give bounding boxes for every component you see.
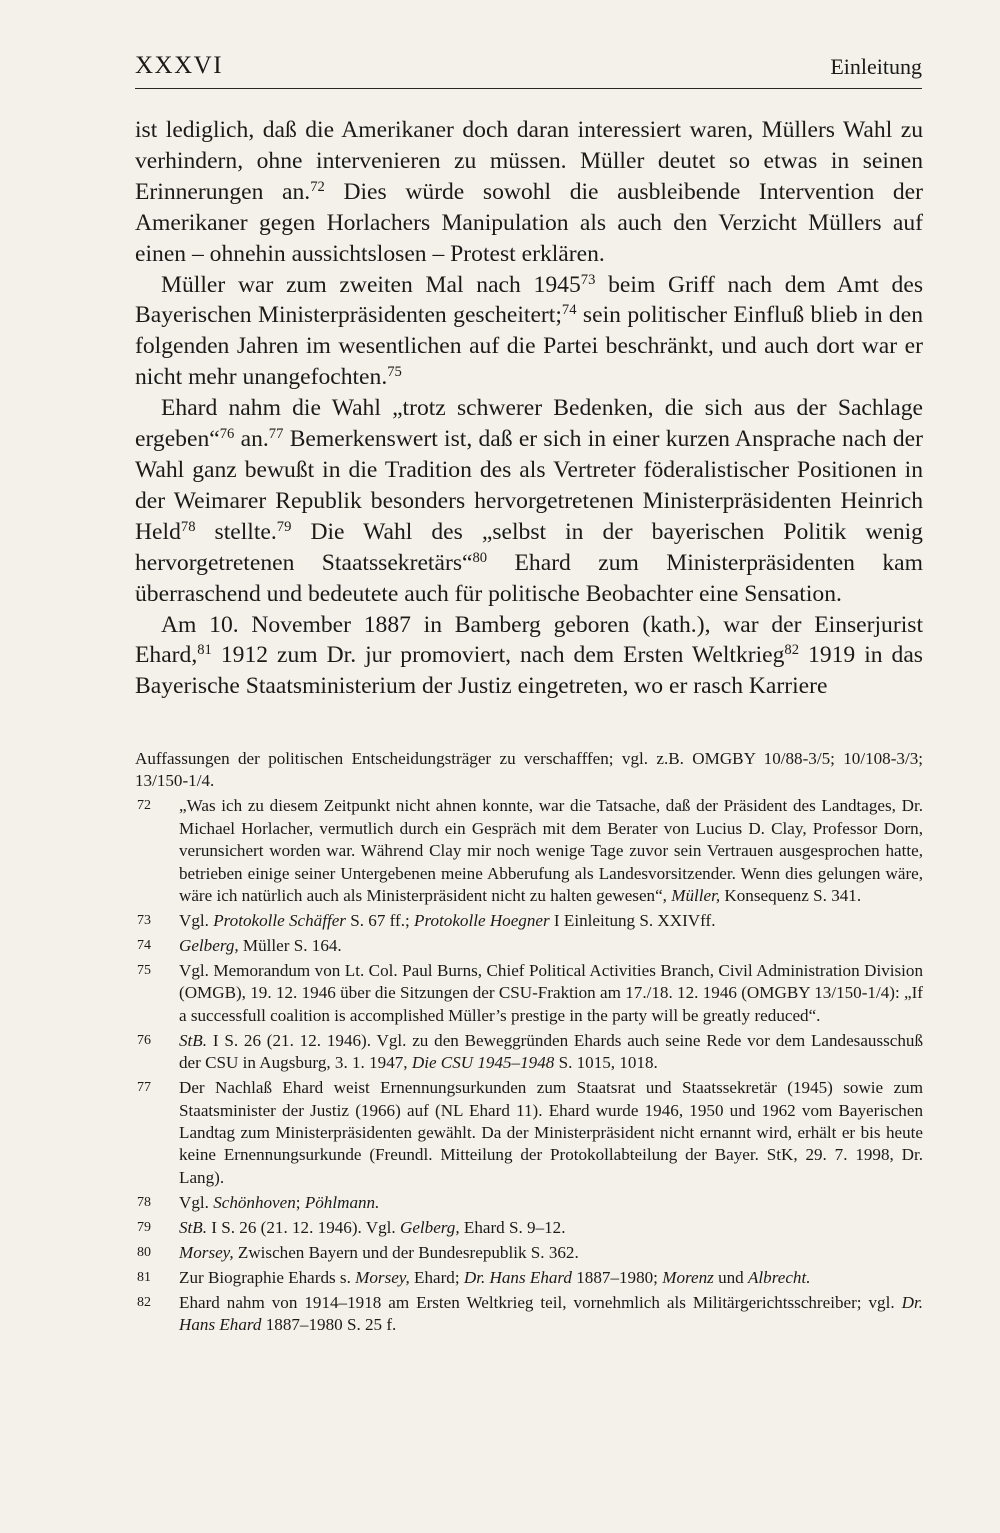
- footnote-number: 81: [137, 1269, 151, 1285]
- footnote-number: 76: [137, 1032, 151, 1048]
- main-text: [135, 115, 923, 702]
- footnote-continuation: Auffassungen der politischen Entscheidungsträger zu verschafffen; vgl. z.B. OMGBY 10/88-3/5; 10/108-3/3; 13/150-1/4.: [135, 749, 923, 791]
- paragraph-3: Ehard nahm die Wahl „trotz schwerer Bedenken, die sich aus der Sachlage ergeben“$^{76}$ an.$^{77}$ Bemerkenswert ist, daß er sich in einer kurzen Ansprache nach der Wahl ganz bewußt in die Tradition des als Vertreter föderalistischer Positionen in der Weimarer Republik besonders hervorgetretenen Ministerpräsidenten Heinrich Held$^{78}$ stellte.$^{79}$ Die Wahl des „selbst in der bayerischen Politik wenig hervorgetretenen Staatssekretärs“$^{80}$ Ehard zum Ministerpräsidenten kam überraschend und bedeutete auch für politische Beobachter eine Sensation.: [135, 395, 923, 607]
- footnote-number: 82: [137, 1294, 151, 1310]
- footnote-ref-81: 81: [197, 642, 212, 659]
- footnote-ref-77: 77: [268, 426, 284, 443]
- footnote-ref-76: 76: [219, 426, 235, 443]
- footnotes: [135, 748, 923, 1339]
- footnote-number: 74: [137, 938, 151, 954]
- footnote-ref-72: 72: [310, 178, 325, 195]
- footnote-75: 75 Vgl. Memorandum von Lt. Col. Paul Burns, Chief Political Activities Branch, Civil Administration Division (OMGB), 19. 12. 1946 über die Sitzungen der CSU-Fraktion am 17./18. 12. 1946 (OMGBY 13/150-1/4): „If a successfull coalition is accomplished Müller’s prestige in the party will be greatly reduced“.: [137, 961, 923, 1025]
- footnote-number: 78: [137, 1194, 151, 1210]
- footnote-ref-82: 82: [784, 642, 800, 659]
- footnote-80: 80 Morsey, Zwischen Bayern und der Bundesrepublik S. 362.: [135, 1242, 923, 1264]
- footnote-number: 72: [137, 798, 151, 814]
- footnote-number: 77: [137, 1080, 151, 1096]
- footnote-number: 80: [137, 1244, 151, 1260]
- running-head: Einleitung: [830, 54, 922, 79]
- footnote-ref-74: 74: [561, 302, 577, 319]
- footnote-ref-79: 79: [276, 518, 292, 535]
- footnote-77: 77 Der Nachlaß Ehard weist Ernennungsurkunden zum Staatsrat und Staatssekretär (1945) sowie zum Staatsminister der Justiz (1966) auf (NL Ehard 11). Ehard wurde 1946, 1950 und 1962 vom Bayerischen Landtag zum Ministerpräsidenten gewählt. Da der Ministerpräsident nicht ernannt wird, erhält er bis heute keine Ernennungsurkunde (Freundl. Mitteilung der Protokollabteilung der Bayer. StK, 29. 7. 1998, Dr. Lang).: [137, 1078, 923, 1187]
- paragraph-4: Am 10. November 1887 in Bamberg geboren (kath.), war der Einserjurist Ehard,$^{81}$ 1912 zum Dr. jur promoviert, nach dem Ersten Weltkrieg$^{82}$ 1919 in das Bayerische Staatsministerium der Justiz eingetreten, wo er rasch Karriere: [135, 611, 923, 700]
- page-header: [135, 48, 922, 89]
- page-number: XXXVI: [135, 52, 224, 79]
- footnote-79: 79 StB. I S. 26 (21. 12. 1946). Vgl. Gelberg, Ehard S. 9–12.: [135, 1217, 923, 1239]
- footnote-number: 79: [137, 1219, 151, 1235]
- footnote-ref-75: 75: [387, 364, 402, 381]
- footnote-ref-78: 78: [180, 518, 196, 535]
- footnote-number: 73: [137, 913, 151, 929]
- footnote-76: 76 StB. I S. 26 (21. 12. 1946). Vgl. zu den Beweggründen Ehards auch seine Rede vor dem Landesausschuß der CSU in Augsburg, 3. 1. 1947, Die CSU 1945–1948 S. 1015, 1018.: [137, 1030, 923, 1073]
- footnote-73: 73 Vgl. Protokolle Schäffer S. 67 ff.; Protokolle Hoegner I Einleitung S. XXIVff.: [135, 910, 923, 932]
- footnote-72: 72 „Was ich zu diesem Zeitpunkt nicht ahnen konnte, war die Tatsache, daß der Präsident des Landtages, Dr. Michael Horlacher, vermutlich durch ein Gespräch mit dem Berater von Lucius D. Clay, Professor Dorn, verunsichert worden war. Während Clay mir noch wenige Tage zuvor sein Vertrauen ausgesprochen hatte, betrieben einige seiner Untergebenen meine Abberufung als Landesvorsitzender. Wenn dies gelungen wäre, wäre ich natürlich auch als Ministerpräsident nicht zu halten gewesen“, Müller, Konsequenz S. 341.: [137, 796, 923, 906]
- paragraph-1: ist lediglich, daß die Amerikaner doch daran interessiert waren, Müllers Wahl zu verhindern, ohne intervenieren zu müssen. Müller deutet so etwas in seinen Erinnerungen an.$^{72}$ Dies würde sowohl die ausbleibende Intervention der Amerikaner gegen Horlachers Manipulation als auch den Verzicht Müllers auf einen – ohnehin aussichtslosen – Protest erklären.: [135, 117, 923, 267]
- footnote-78: 78 Vgl. Schönhoven; Pöhlmann.: [135, 1192, 923, 1214]
- footnote-number: 75: [137, 963, 151, 979]
- footnote-ref-80: 80: [472, 549, 488, 566]
- paragraph-2: Müller war zum zweiten Mal nach 1945$^{73}$ beim Griff nach dem Amt des Bayerischen Ministerpräsidenten gescheitert;$^{74}$ sein politischer Einfluß blieb in den folgenden Jahren im wesentlichen auf die Partei beschränkt, und auch dort war er nicht mehr unangefochten.$^{75}$: [135, 271, 923, 391]
- footnote-74: 74 Gelberg, Müller S. 164.: [135, 935, 923, 957]
- footnote-ref-73: 73: [580, 271, 596, 288]
- footnote-81: 81 Zur Biographie Ehards s. Morsey, Ehard; Dr. Hans Ehard 1887–1980; Morenz und Albrecht.: [135, 1267, 923, 1289]
- footnote-82: 82 Ehard nahm von 1914–1918 am Ersten Weltkrieg teil, vornehmlich als Militärgerichtsschreiber; vgl. Dr. Hans Ehard 1887–1980 S. 25 f.: [137, 1292, 923, 1335]
